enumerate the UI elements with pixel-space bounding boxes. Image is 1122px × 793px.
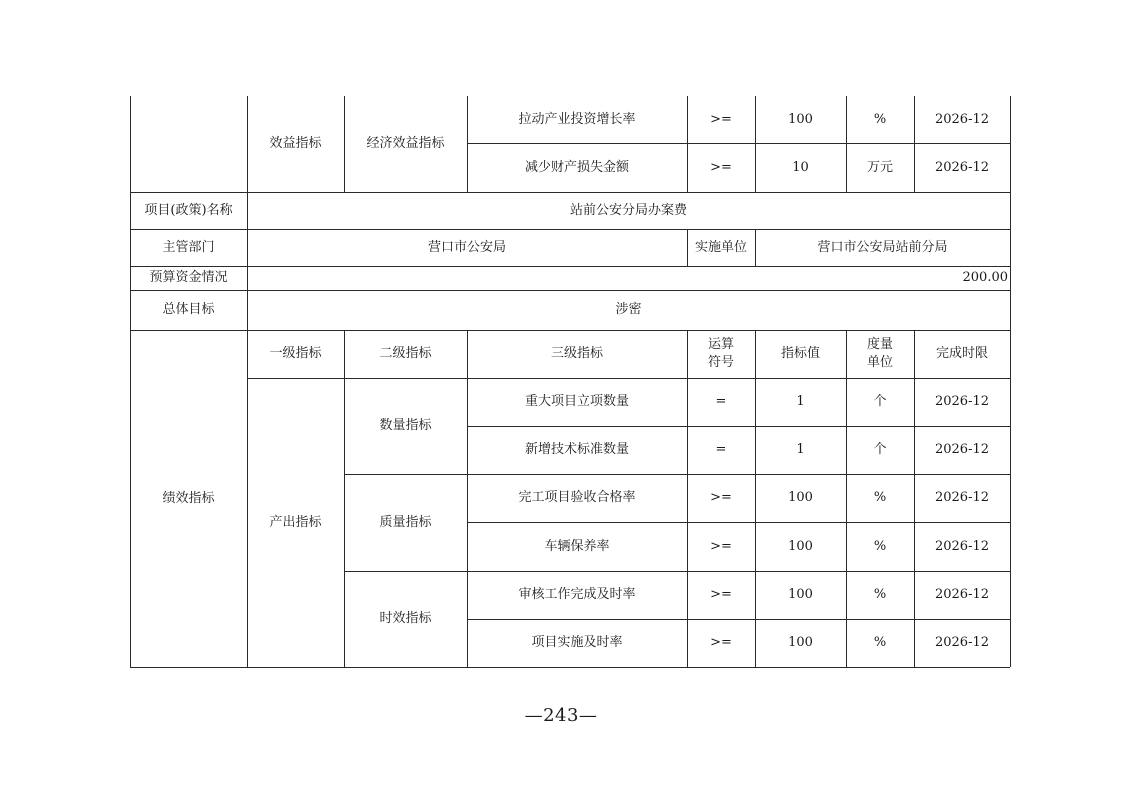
value-cell: 100 [788, 111, 813, 127]
unit-cell: % [873, 111, 887, 127]
header-unit [846, 330, 914, 378]
header-value: 指标值 [780, 346, 820, 361]
impl-label: 实施单位 [694, 239, 747, 255]
budget-value: 200.00 [962, 270, 1008, 285]
top-level2-cell: 经济效益指标 [366, 136, 445, 151]
value-cell: 100 [788, 587, 813, 602]
operator-cell: = [715, 394, 727, 409]
top-level1-cell: 效益指标 [269, 136, 322, 151]
operator-cell: >= [710, 111, 732, 127]
indicator-cell: 拉动产业投资增长率 [518, 111, 636, 127]
unit-cell: 万元 [866, 159, 893, 175]
deadline-cell: 2026-12 [934, 394, 990, 409]
level2-quality: 质量指标 [379, 514, 432, 530]
perf-level1-cell: 产出指标 [269, 514, 322, 530]
unit-cell: % [873, 635, 887, 650]
header-operator-line1: 运算 [707, 337, 734, 352]
header-unit-line2: 单位 [866, 355, 893, 370]
indicator-cell: 完工项目验收合格率 [518, 490, 636, 505]
value-cell: 1 [796, 442, 805, 457]
value-cell: 100 [788, 538, 813, 554]
unit-cell: % [873, 538, 887, 554]
indicator-cell: 项目实施及时率 [531, 635, 623, 650]
budget-label: 预算资金情况 [149, 270, 228, 285]
operator-cell: >= [710, 538, 732, 554]
operator-cell: >= [710, 490, 732, 505]
deadline-cell: 2026-12 [934, 442, 990, 457]
unit-cell: % [873, 587, 887, 602]
indicator-cell: 车辆保养率 [544, 538, 610, 554]
value-cell: 1 [796, 394, 805, 409]
header-level2: 二级指标 [379, 346, 432, 361]
header-level1: 一级指标 [269, 346, 322, 361]
header-operator-line2: 符号 [707, 355, 734, 370]
goal-label: 总体目标 [162, 302, 215, 317]
deadline-cell: 2026-12 [934, 587, 990, 602]
operator-cell: >= [710, 635, 732, 650]
deadline-cell: 2026-12 [934, 159, 990, 175]
unit-cell: 个 [873, 442, 887, 457]
project-name-value: 站前公安分局办案费 [569, 202, 687, 218]
header-level3: 三级指标 [550, 346, 603, 361]
deadline-cell: 2026-12 [934, 490, 990, 505]
indicator-cell: 减少财产损失金额 [524, 159, 629, 175]
value-cell: 100 [788, 635, 813, 650]
operator-cell: >= [710, 587, 732, 602]
unit-cell: % [873, 490, 887, 505]
value-cell: 100 [788, 490, 813, 505]
operator-cell: >= [710, 159, 732, 175]
header-deadline: 完成时限 [935, 346, 988, 361]
deadline-cell: 2026-12 [934, 635, 990, 650]
impl-value: 营口市公安局站前分局 [817, 239, 948, 255]
indicator-cell: 新增技术标准数量 [524, 442, 629, 457]
dept-value: 营口市公安局 [427, 239, 506, 255]
deadline-cell: 2026-12 [934, 538, 990, 554]
operator-cell: = [715, 442, 727, 457]
level2-timeliness: 时效指标 [379, 611, 432, 626]
indicator-cell: 审核工作完成及时率 [518, 587, 636, 602]
header-operator [687, 330, 755, 378]
unit-cell: 个 [873, 394, 887, 409]
indicator-cell: 重大项目立项数量 [524, 394, 629, 409]
level2-quantity: 数量指标 [379, 418, 432, 433]
dept-label: 主管部门 [162, 239, 215, 255]
value-cell: 10 [792, 159, 809, 175]
deadline-cell: 2026-12 [934, 111, 990, 127]
goal-value: 涉密 [615, 302, 642, 317]
project-name-label: 项目(政策)名称 [144, 202, 233, 218]
page-number: —243— [524, 705, 598, 726]
perf-label: 绩效指标 [162, 490, 215, 506]
header-unit-line1: 度量 [866, 337, 893, 352]
